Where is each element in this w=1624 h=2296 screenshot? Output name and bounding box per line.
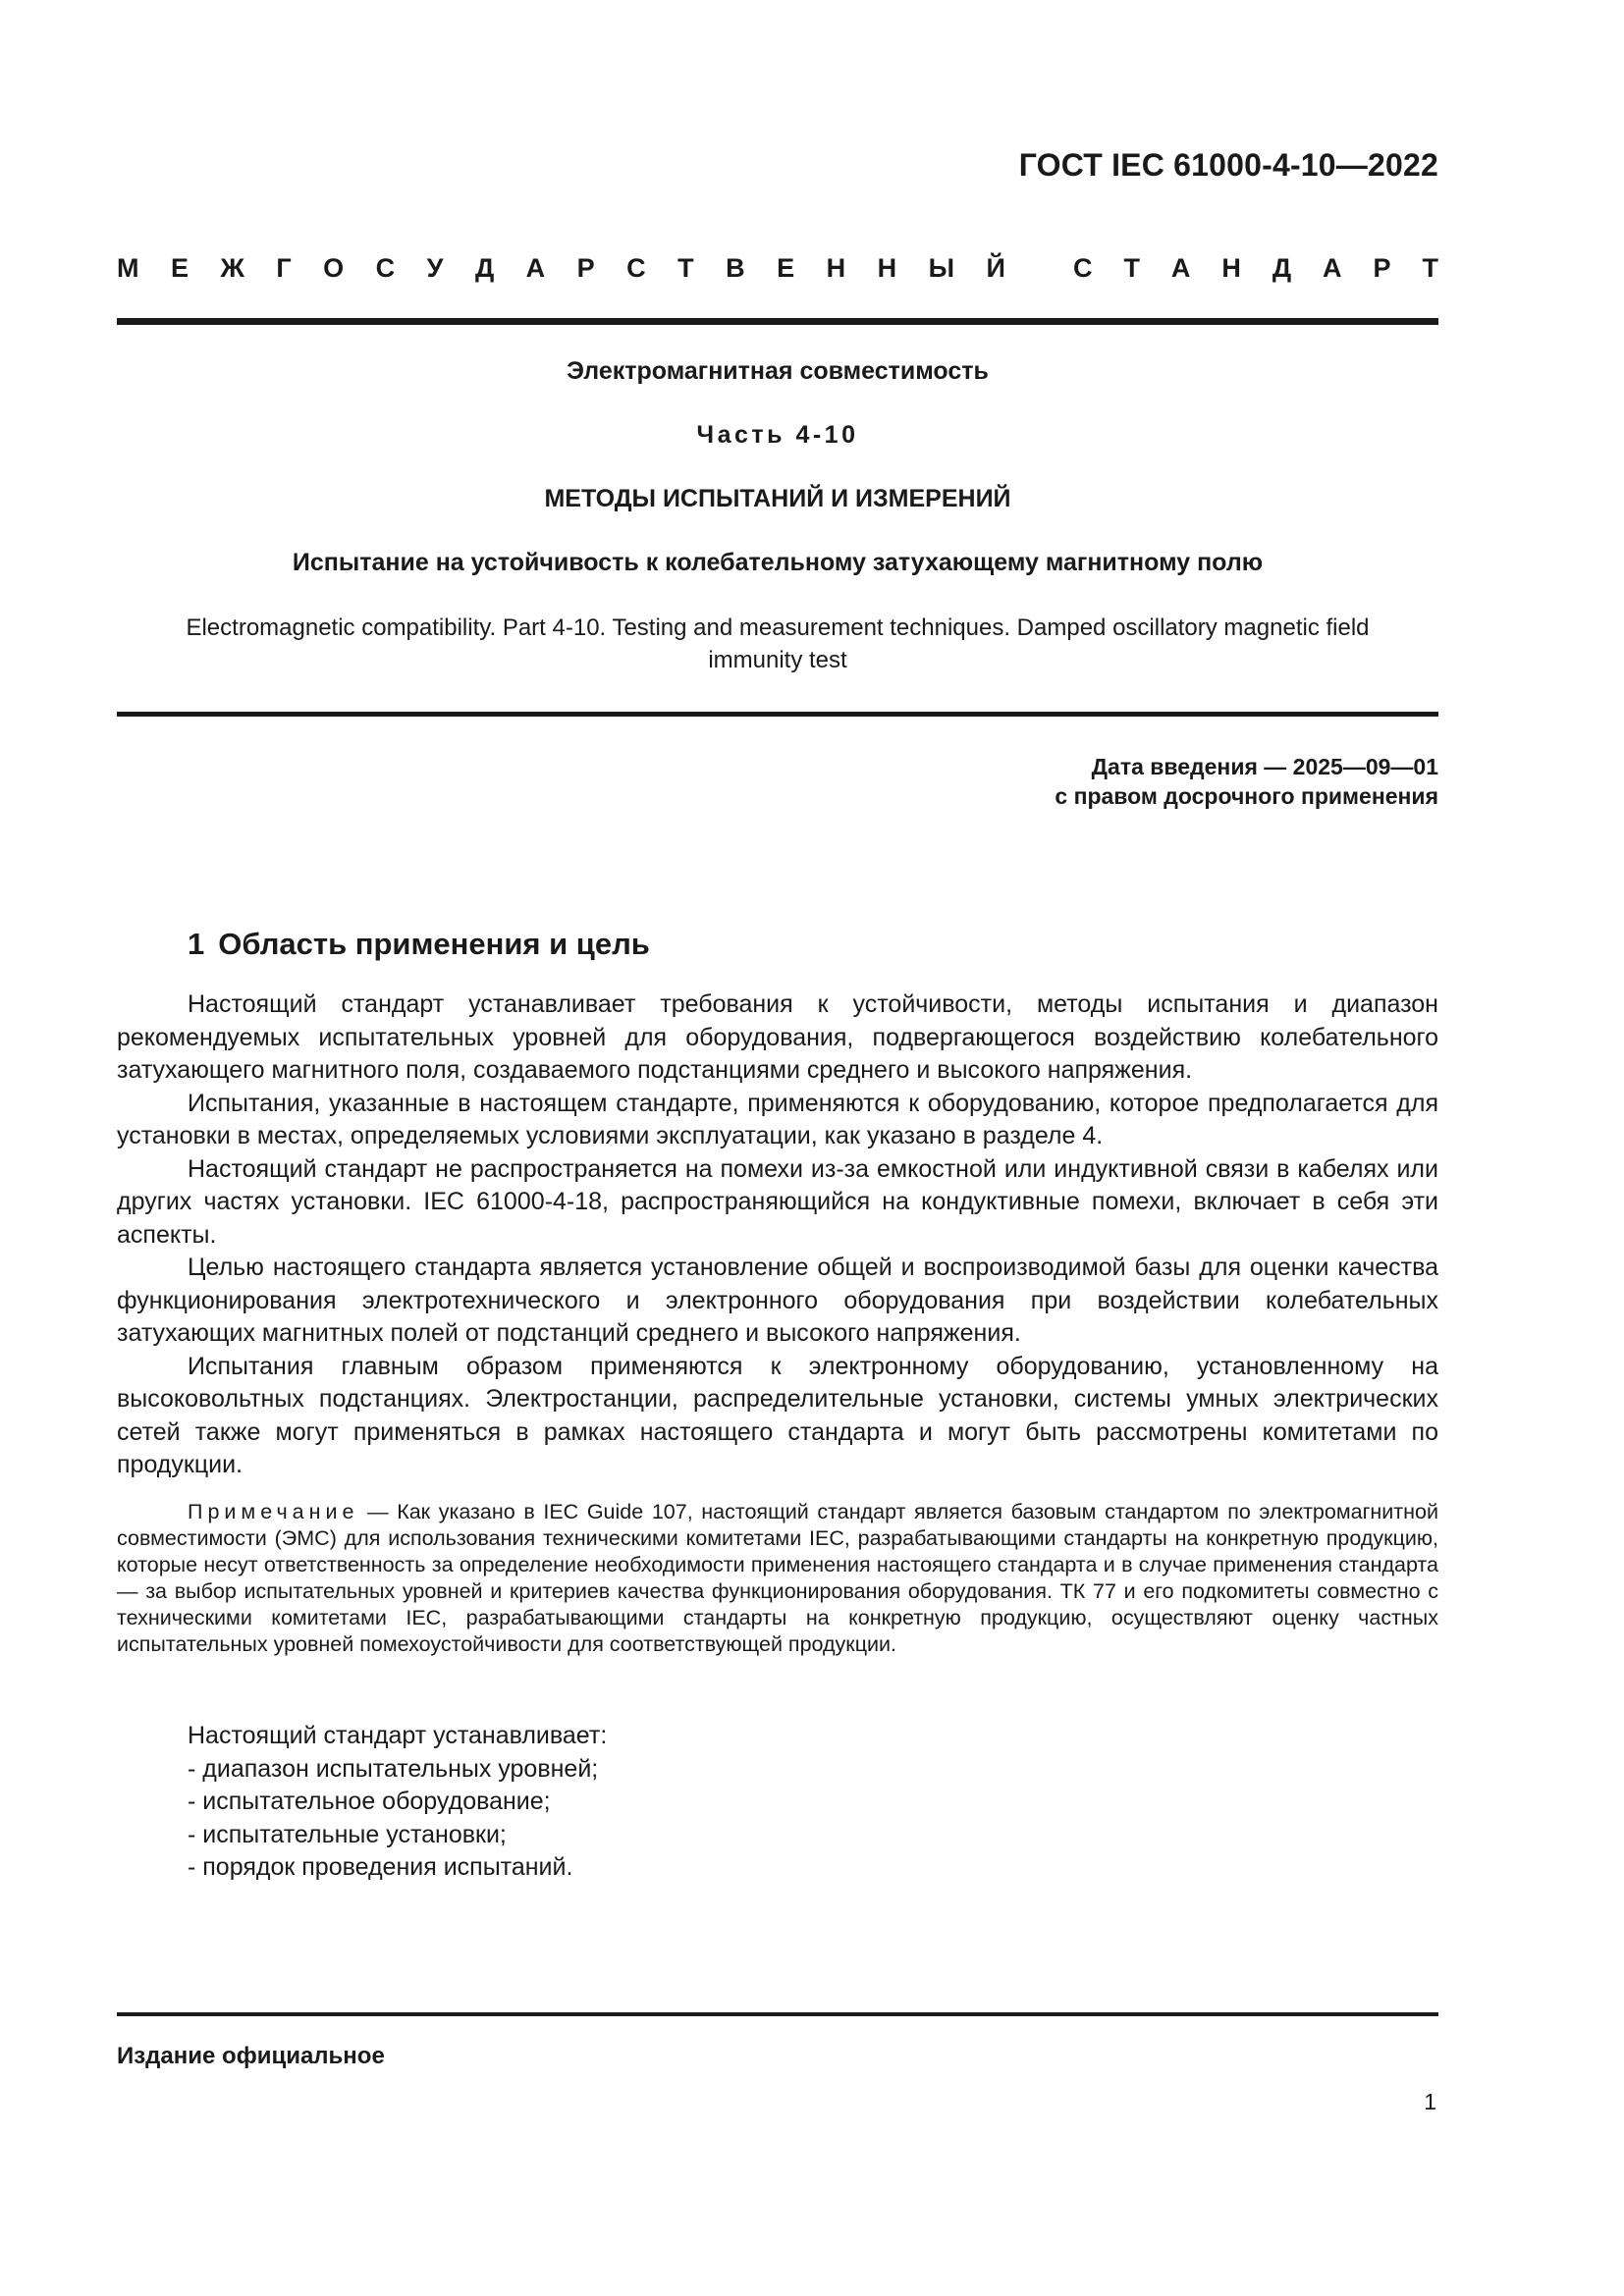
standard-type-letter: Н	[877, 253, 897, 283]
note-paragraph	[117, 1499, 1438, 1658]
title-english: Electromagnetic compatibility. Part 4-10. Testing and measurement techniques. Damped oscillatory magnetic field immunity test	[186, 614, 1370, 673]
standard-type-letter: Е	[777, 253, 795, 283]
section-title: Область применения и цель	[218, 927, 650, 961]
paragraph: Целью настоящего стандарта является установление общей и воспроизводимой базы для оценки качества функционирования электротехнического и электронного оборудования при воздействии колебательных затухающих магнитных полей от подстанций среднего и высокого напряжения.	[117, 1254, 1438, 1347]
standard-type-letter: Ж	[220, 253, 244, 283]
section-heading	[188, 927, 650, 962]
list-item: - диапазон испытательных уровней;	[188, 1754, 599, 1783]
list-item: - испытательное оборудование;	[188, 1788, 551, 1815]
paragraph: Настоящий стандарт не распространяется на помехи из-за емкостной или индуктивной связи в кабелях или других частях установки. IEC 61000-4-18, распространяющийся на кондуктивные помехи, включает в себя эти аспекты.	[117, 1154, 1438, 1249]
standard-type-letter: С	[375, 253, 396, 283]
standard-type-letter: Н	[826, 253, 846, 283]
standard-type-letter: Ы	[928, 253, 955, 283]
title-part: Часть 4-10	[696, 421, 859, 449]
note-block	[117, 1499, 1438, 1658]
title-methods: МЕТОДЫ ИСПЫТАНИЙ И ИЗМЕРЕНИЙ	[544, 485, 1011, 512]
note-text: — Как указано в IEC Guide 107, настоящий стандарт является базовым стандартом по электромагнитной совместимости (ЭМС) для использования техническими комитетами IEC, разрабатывающими стандарты на конкретную продукцию, которые несут ответственность за определение необходимости применения настоящего стандарта и в случае применения стандарта — за выбор испытательных уровней и критериев качества функционирования оборудования. ТК 77 и его подкомитеты совместно с техническими комитетами IEC, разрабатывающими стандарты на конкретную продукцию, осуществляют оценку частных испытательных уровней помехоустойчивости для соответствующей продукции.	[117, 1500, 1438, 1656]
standard-type-word-1	[117, 253, 1005, 284]
document-id: ГОСТ IEC 61000-4-10—2022	[1018, 147, 1438, 183]
standard-type-letter: Д	[1272, 253, 1292, 283]
standard-type-letter: А	[525, 253, 546, 283]
bottom-divider	[117, 2012, 1438, 2016]
standard-type-letter: Д	[474, 253, 495, 283]
standard-type-letter: Р	[576, 253, 595, 283]
list-item: - испытательные установки;	[188, 1820, 507, 1848]
standard-type-letter: М	[117, 253, 139, 283]
document-page	[117, 0, 1438, 2296]
standard-type-letter: Е	[170, 253, 189, 283]
paragraph: Испытания главным образом применяются к электронному оборудованию, установленному на высоковольтных подстанциях. Электростанции, распределительные установки, системы умных электрических сетей также могут применяться в рамках настоящего стандарта и могут быть рассмотрены комитетами по продукции.	[117, 1352, 1438, 1478]
list-intro: Настоящий стандарт устанавливает:	[188, 1722, 608, 1749]
paragraph: Испытания, указанные в настоящем стандарте, применяются к оборудованию, которое предполагается для установки в местах, определяемых условиями эксплуатации, как указано в разделе 4.	[117, 1089, 1438, 1149]
standard-type-letter: Г	[276, 253, 292, 283]
standard-type-word-2	[1073, 253, 1438, 284]
note-label: Примечание	[188, 1500, 359, 1523]
standard-type-letter: С	[1073, 253, 1093, 283]
standard-type-letter: А	[1170, 253, 1191, 283]
standard-type-letter: В	[726, 253, 745, 283]
standard-type-letter: Т	[677, 253, 694, 283]
standard-type-letter: У	[426, 253, 444, 283]
standard-type-letter: Р	[1373, 253, 1391, 283]
edition-label: Издание официальное	[117, 2043, 385, 2069]
title-divider	[117, 712, 1438, 717]
standard-type-letter: Н	[1221, 253, 1241, 283]
section-body	[117, 988, 1438, 1482]
list-item: - порядок проведения испытаний.	[188, 1853, 573, 1881]
standard-type-letter: О	[323, 253, 345, 283]
title-subject: Электромагнитная совместимость	[567, 357, 989, 385]
standard-type-letter: А	[1323, 253, 1342, 283]
section-number: 1	[188, 927, 205, 961]
introduction-date: Дата введения — 2025—09—01	[1091, 754, 1438, 779]
paragraph: Настоящий стандарт устанавливает требования к устойчивости, методы испытания и диапазон рекомендуемых испытательных уровней для оборудования, подвергающегося воздействию колебательного затухающего магнитного поля, создаваемого подстанциями среднего и высокого напряжения.	[117, 990, 1438, 1084]
top-divider	[117, 318, 1438, 325]
introduction-date-block	[1055, 752, 1438, 811]
standard-type-letter: С	[626, 253, 646, 283]
page-number: 1	[1424, 2089, 1436, 2114]
title-test-name: Испытание на устойчивость к колебательному затухающему магнитному полю	[292, 549, 1264, 576]
standard-type-letter: Т	[1422, 253, 1438, 283]
early-application: с правом досрочного применения	[1055, 783, 1438, 809]
standard-type-letter: Т	[1123, 253, 1140, 283]
standard-type-letter: Й	[986, 253, 1005, 283]
standard-type-heading	[117, 253, 1438, 284]
scope-list	[188, 1720, 607, 1885]
